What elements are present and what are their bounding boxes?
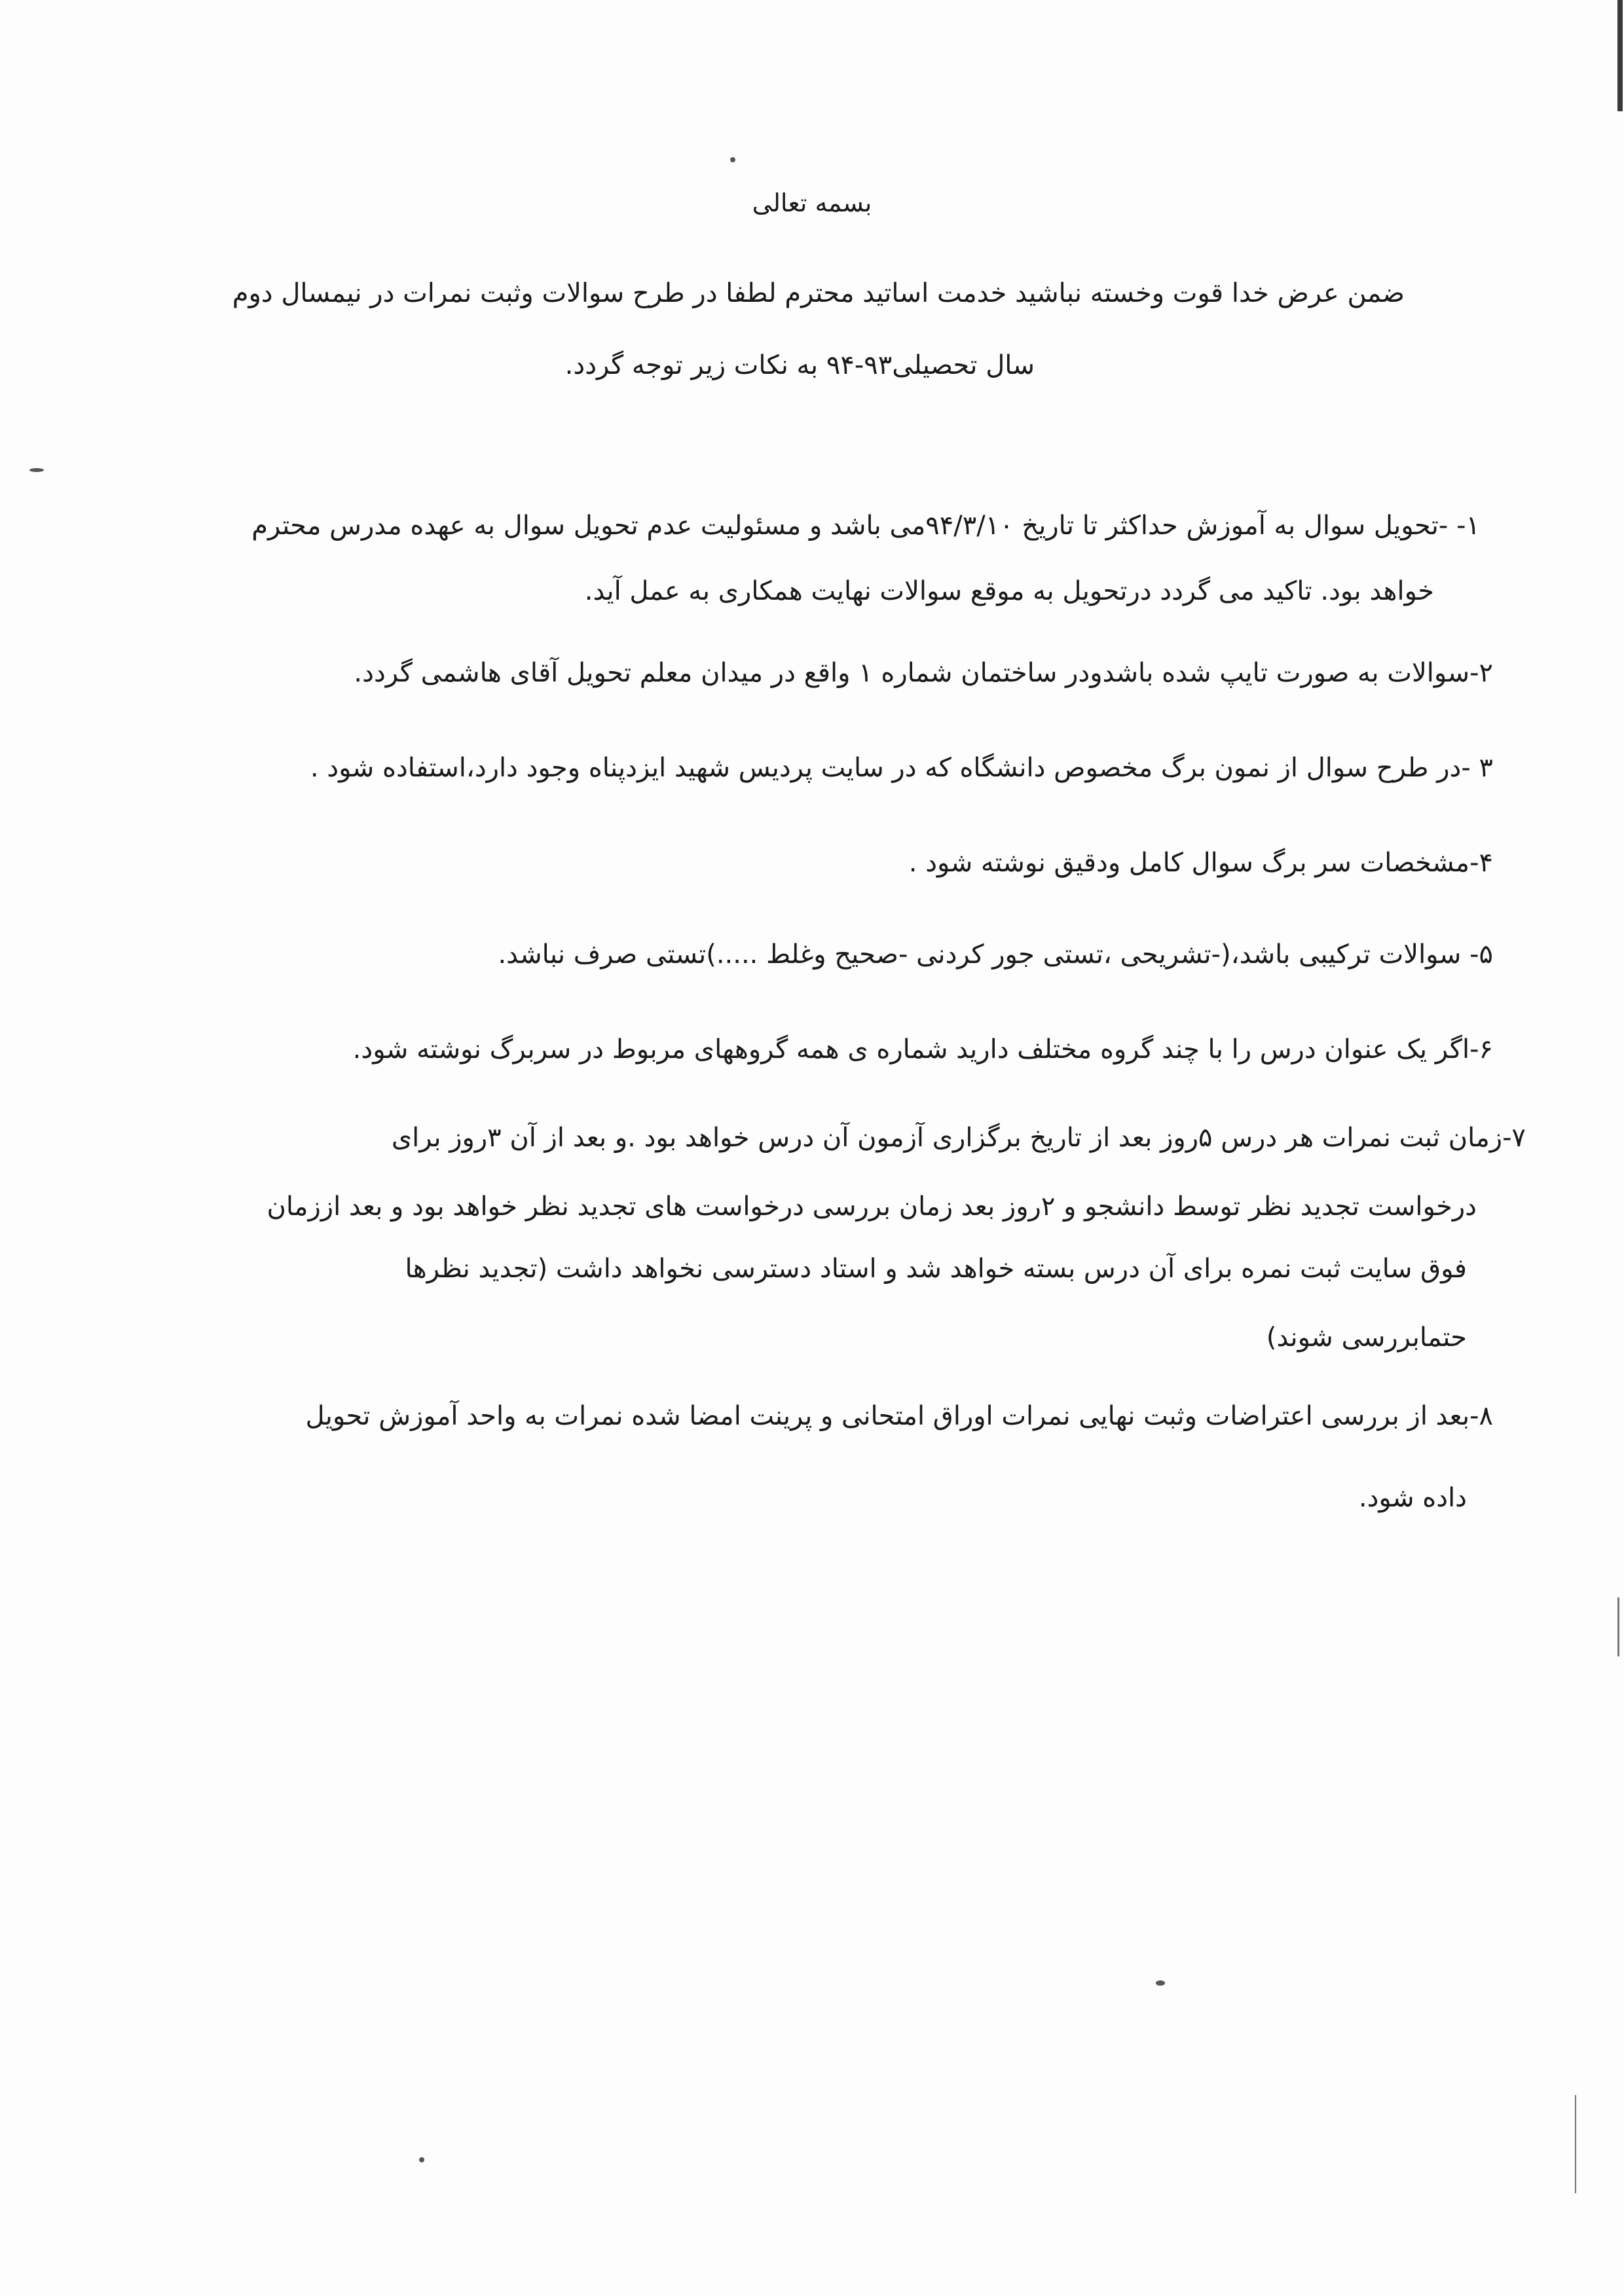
item-2: ۲-سوالات به صورت تایپ شده باشدودر ساختمان شماره ۱ واقع در میدان معلم تحویل آقای هاشمی گردد. [354,658,1493,688]
scan-speck [419,2157,424,2162]
intro-line-1: ضمن عرض خدا قوت وخسته نباشید خدمت اساتید محترم لطفا در طرح سوالات وثبت نمرات در نیمسال دوم [232,278,1405,308]
item-7-line-4: حتمابررسی شوند) [1266,1322,1467,1353]
item-7-line-2: درخواست تجدید نظر توسط دانشجو و ۲روز بعد زمان بررسی درخواست های تجدید نظر خواهد بود و بعد اززمان [267,1192,1477,1222]
item-1-line-1: ۱- -تحویل سوال به آموزش حداکثر تا تاریخ ۹۴/۳/۱۰می باشد و مسئولیت عدم تحویل سوال به عهده مدرس محترم [251,511,1480,541]
item-5: ۵- سوالات ترکیبی باشد،(-تشریحی ،تستی جور کردنی -صحیح وغلط .....)تستی صرف نباشد. [498,939,1493,970]
item-8-line-1: ۸-بعد از بررسی اعتراضات وثبت نهایی نمرات اوراق امتحانی و پرینت امضا شده نمرات به واحد آموزش تحویل [305,1401,1493,1431]
item-1-line-2: خواهد بود. تاکید می گردد درتحویل به موقع سوالات نهایت همکاری به عمل آید. [584,576,1434,606]
scan-line [1617,1597,1619,1656]
item-6: ۶-اگر یک عنوان درس را با چند گروه مختلف دارید شماره ی همه گروههای مربوط در سربرگ نوشته شود. [352,1034,1493,1065]
scan-speck [730,157,735,162]
scan-speck [1156,1980,1165,1986]
item-4: ۴-مشخصات سر برگ سوال کامل ودقیق نوشته شود . [908,848,1493,878]
scan-edge [1617,0,1623,111]
document-title: بسمه تعالی [752,189,872,217]
item-8-line-2: داده شود. [1358,1483,1467,1513]
item-7-line-3: فوق سایت ثبت نمره برای آن درس بسته خواهد شد و استاد دسترسی نخواهد داشت (تجدید نظرها [405,1254,1467,1284]
intro-line-2: سال تحصیلی۹۳-۹۴ به نکات زیر توجه گردد. [564,350,1035,380]
item-3: ۳ -در طرح سوال از نمون برگ مخصوص دانشگاه که در سایت پردیس شهید ایزدپناه وجود دارد،استفاده شود . [310,753,1493,783]
scan-speck [29,468,44,472]
scan-line [1575,2095,1576,2193]
item-7-line-1: ۷-زمان ثبت نمرات هر درس ۵روز بعد از تاریخ برگزاری آزمون آن درس خواهد بود .و بعد از آن ۳روز برای [391,1123,1526,1153]
